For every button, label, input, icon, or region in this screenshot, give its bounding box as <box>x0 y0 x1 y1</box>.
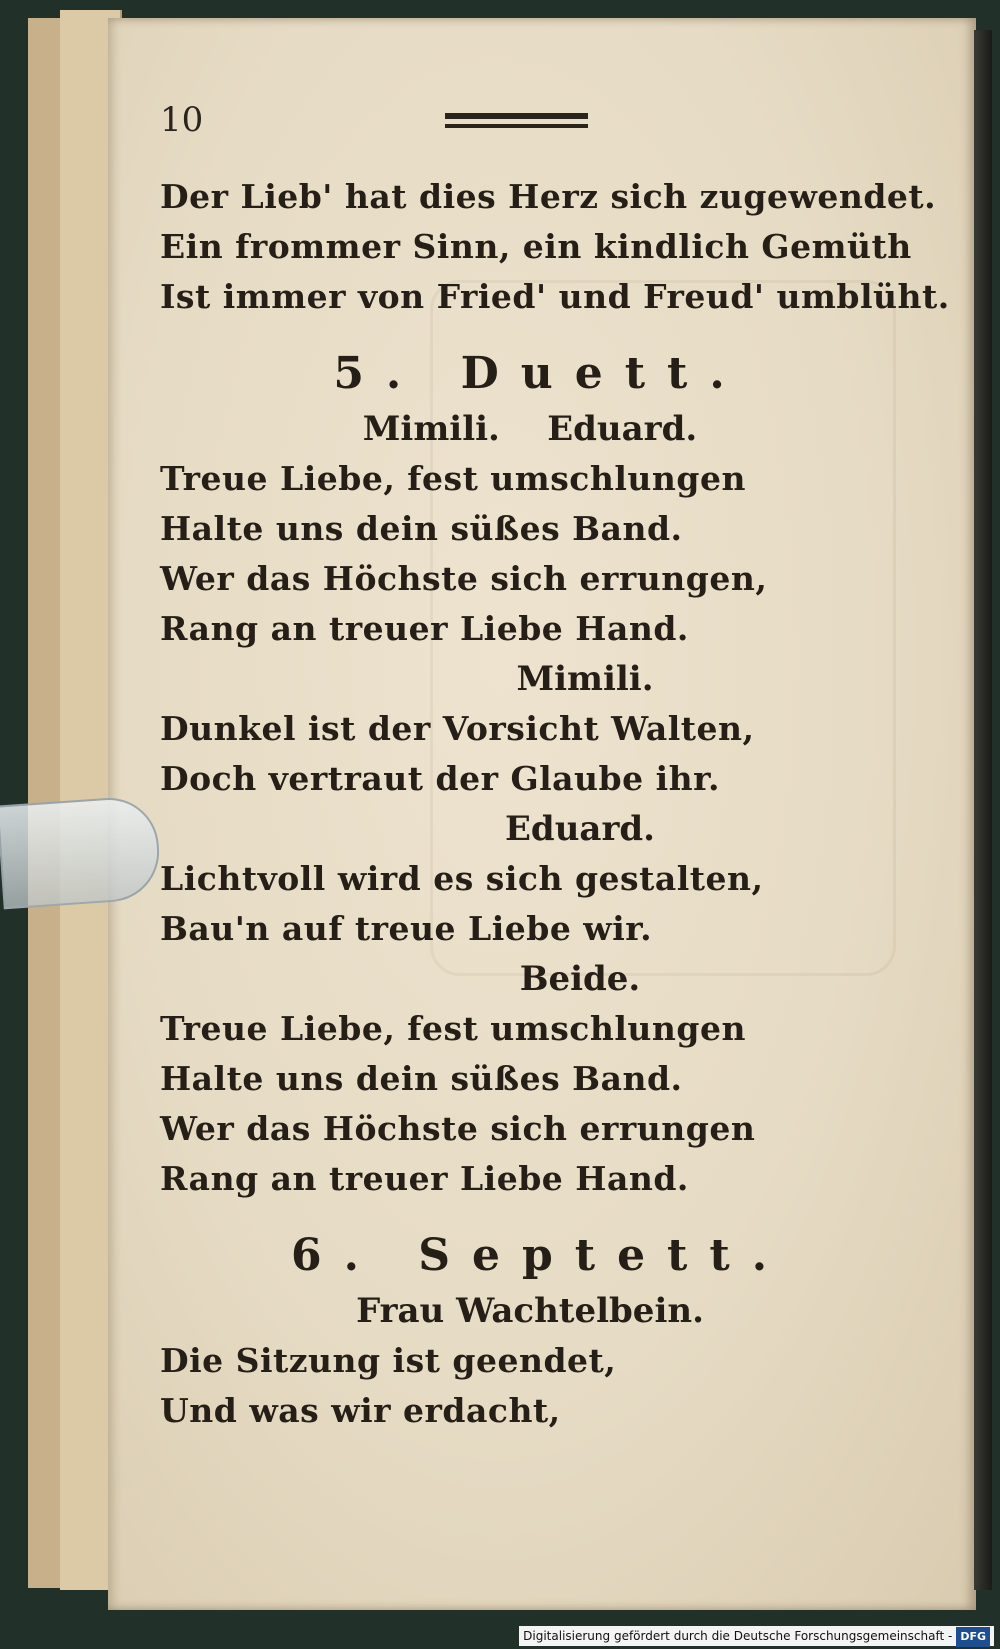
verse-line: Lichtvoll wird es sich gestalten, <box>160 859 764 898</box>
text-line: Ein frommer Sinn, ein kindlich Gemüth <box>160 227 912 266</box>
text-line: Der Lieb' hat dies Herz sich zugewendet. <box>160 177 937 216</box>
verse-line: Wer das Höchste sich errungen <box>160 1109 756 1148</box>
speaker-frau-wachtelbein: Frau Wachtelbein. <box>356 1291 704 1331</box>
verse-line: Die Sitzung ist geendet, <box>160 1341 617 1380</box>
speaker-beide: Beide. <box>519 959 641 999</box>
section-heading-duett: 5. Duett. <box>333 348 747 399</box>
verse-line: Und was wir erdacht, <box>160 1391 561 1430</box>
verse-line: Wer das Höchste sich errungen, <box>160 559 768 598</box>
verse-line: Bau'n auf treue Liebe wir. <box>160 909 653 948</box>
page-text <box>160 172 950 1436</box>
verse-line: Rang an treuer Liebe Hand. <box>160 609 689 648</box>
page-shadow-edge <box>974 30 992 1590</box>
credit-text: Digitalisierung gefördert durch die Deutsche Forschungsgemeinschaft - <box>523 1629 953 1643</box>
verse-line: Doch vertraut der Glaube ihr. <box>160 759 720 798</box>
page-number: 10 <box>160 100 204 140</box>
verse-line: Halte uns dein süßes Band. <box>160 509 683 548</box>
verse-line: Rang an treuer Liebe Hand. <box>160 1159 689 1198</box>
speaker-mimili: Mimili. <box>516 659 654 699</box>
speaker-eduard: Eduard. <box>505 809 655 849</box>
verse-line: Treue Liebe, fest umschlungen <box>160 1009 746 1048</box>
verse-line: Halte uns dein süßes Band. <box>160 1059 683 1098</box>
section-heading-septett: 6. Septett. <box>290 1230 790 1281</box>
verse-line: Treue Liebe, fest umschlungen <box>160 459 746 498</box>
header-rule-thin <box>445 124 588 128</box>
text-line: Ist immer von Fried' und Freud' umblüht. <box>160 277 950 316</box>
verse-line: Dunkel ist der Vorsicht Walten, <box>160 709 755 748</box>
speaker-names: Mimili. Eduard. <box>362 409 698 449</box>
page-clip-overlay <box>0 795 162 910</box>
digitization-credit <box>519 1626 994 1646</box>
header-rule <box>445 113 588 119</box>
dfg-logo: DFG <box>956 1627 990 1647</box>
